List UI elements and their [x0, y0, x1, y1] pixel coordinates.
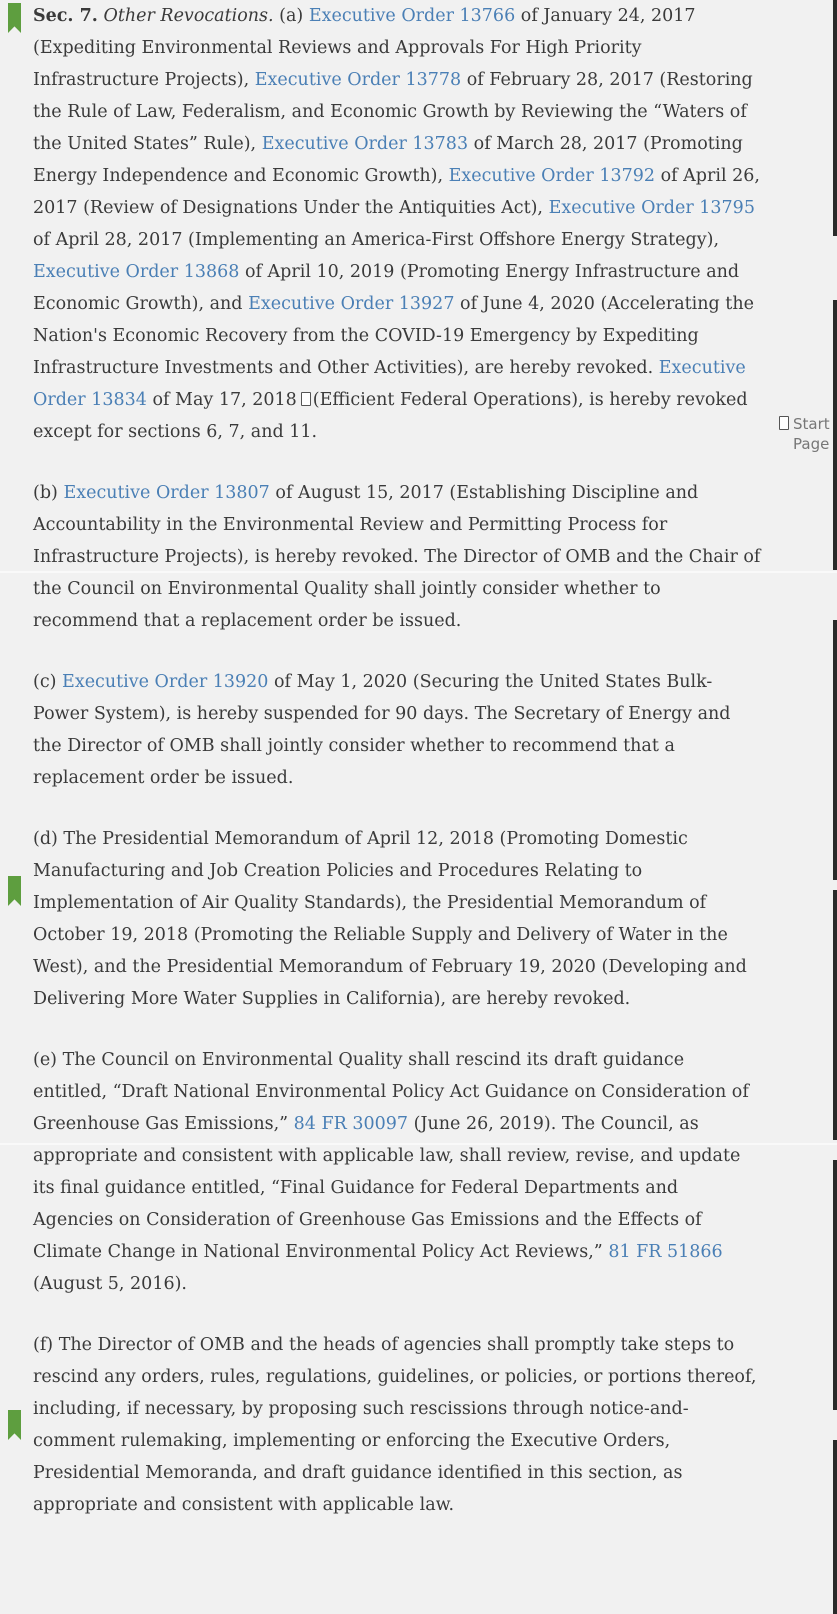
scrollbar-segment[interactable] — [833, 1440, 837, 1614]
text-span: of April 10, 2019 (Promoting Energy Infrastructure and Economic Growth), and — [33, 262, 740, 314]
text-span: of January 24, 2017 (Expediting Environmental Reviews and Approvals For High Priority Infrastructure Projects), — [33, 6, 696, 90]
paragraph-label: (a) — [279, 6, 304, 26]
text-span: of May 17, 2018 — [152, 390, 297, 410]
bookmark-icon[interactable] — [8, 876, 21, 906]
paragraph-c — [33, 666, 763, 794]
text-span: of April 26, 2017 (Review of Designations Under the Antiquities Act), — [33, 166, 760, 218]
start-label: Start — [793, 415, 830, 433]
document-icon — [779, 416, 789, 430]
scrollbar-segment[interactable] — [833, 0, 837, 236]
eo-13792-link[interactable]: Executive Order 13792 — [448, 166, 656, 186]
section-number: Sec. 7. — [33, 6, 98, 26]
text-span: of February 28, 2017 (Restoring the Rule of Law, Federalism, and Economic Growth by Reviewing the “Waters of the United States” Rule), — [33, 70, 753, 154]
bookmark-icon[interactable] — [8, 1410, 21, 1440]
text-span: of June 4, 2020 (Accelerating the Nation's Economic Recovery from the COVID-19 Emergency by Expediting Infrastructure Investments and Other Activities), are hereby revoked. — [33, 294, 754, 378]
bookmark-icon[interactable] — [8, 3, 21, 33]
divider — [0, 571, 837, 573]
paragraph-label: (b) — [33, 483, 58, 503]
fr-84-30097-link[interactable]: 84 FR 30097 — [293, 1114, 409, 1134]
eo-13920-link[interactable]: Executive Order 13920 — [62, 672, 269, 692]
eo-13778-link[interactable]: Executive Order 13778 — [254, 70, 462, 90]
eo-13834-link[interactable]: Executive Order 13834 — [33, 358, 746, 410]
eo-13868-link[interactable]: Executive Order 13868 — [33, 262, 240, 282]
eo-13783-link[interactable]: Executive Order 13783 — [261, 134, 469, 154]
paragraph-label: (c) — [33, 672, 57, 692]
eo-13807-link[interactable]: Executive Order 13807 — [63, 483, 270, 503]
fr-81-51866-link[interactable]: 81 FR 51866 — [608, 1242, 723, 1262]
text-span: of May 1, 2020 (Securing the United States Bulk-Power System), is hereby suspended for 90 days. The Secretary of Energy and the Director of OMB shall jointly consider whether to recommend that a replacement order be issued. — [33, 672, 731, 788]
text-span: (June 26, 2019). The Council, as appropriate and consistent with applicable law, shall review, revise, and update its final guidance entitled, “Final Guidance for Federal Departments and Agencies on Consideration of Greenhouse Gas Emissions and the Effects of Climate Change in National Environmental Policy Act Reviews,” — [33, 1114, 741, 1262]
section-heading: Other Revocations. — [103, 6, 274, 26]
eo-13766-link[interactable]: Executive Order 13766 — [308, 6, 516, 26]
paragraph-f — [33, 1329, 763, 1521]
scrollbar-segment[interactable] — [833, 620, 837, 880]
eo-13927-link[interactable]: Executive Order 13927 — [248, 294, 455, 314]
scrollbar-segment[interactable] — [833, 300, 837, 570]
text-span: (August 5, 2016). — [33, 1274, 187, 1294]
scrollbar-segment[interactable] — [833, 1160, 837, 1410]
text-span: of April 28, 2017 (Implementing an America-First Offshore Energy Strategy), — [33, 230, 720, 250]
page-label: Page — [793, 435, 830, 453]
scrollbar-segment[interactable] — [833, 890, 837, 1140]
text-span: of August 15, 2017 (Establishing Discipline and Accountability in the Environmental Review and Permitting Process for Infrastructure Projects), is hereby revoked. The Director of OMB and the Chair of the Council on Environmental Quality shall jointly consider whether to recommend that a replacement order be issued. — [33, 483, 761, 631]
document-icon[interactable] — [301, 392, 311, 406]
paragraph-e — [33, 1044, 763, 1300]
text-span: of March 28, 2017 (Promoting Energy Independence and Economic Growth), — [33, 134, 743, 186]
start-page-marker[interactable] — [779, 414, 837, 454]
section-7-content — [33, 0, 763, 1550]
paragraph-b — [33, 477, 763, 637]
text-span: (d) The Presidential Memorandum of April 12, 2018 (Promoting Domestic Manufacturing and Job Creation Policies and Procedures Relating to Implementation of Air Quality Standards), the Presidential Memorandum of October 19, 2018 (Promoting the Reliable Supply and Delivery of Water in the West), and the Presidential Memorandum of February 19, 2020 (Developing and Delivering More Water Supplies in California), are hereby revoked. — [33, 829, 747, 1009]
paragraph-a — [33, 0, 763, 448]
divider — [0, 1143, 837, 1145]
text-span: (f) The Director of OMB and the heads of agencies shall promptly take steps to rescind any orders, rules, regulations, guidelines, or policies, or portions thereof, including, if necessary, by proposing such rescissions through notice-and-comment rulemaking, implementing or enforcing the Executive Orders, Presidential Memoranda, and draft guidance identified in this section, as appropriate and consistent with applicable law. — [33, 1335, 757, 1515]
eo-13795-link[interactable]: Executive Order 13795 — [548, 198, 755, 218]
text-span: (Efficient Federal Operations), is hereby revoked except for sections 6, 7, and 11. — [33, 390, 748, 442]
text-span: (e) The Council on Environmental Quality shall rescind its draft guidance entitled, “Draft National Environmental Policy Act Guidance on Consideration of Greenhouse Gas Emissions,” — [33, 1050, 749, 1134]
paragraph-d — [33, 823, 763, 1015]
